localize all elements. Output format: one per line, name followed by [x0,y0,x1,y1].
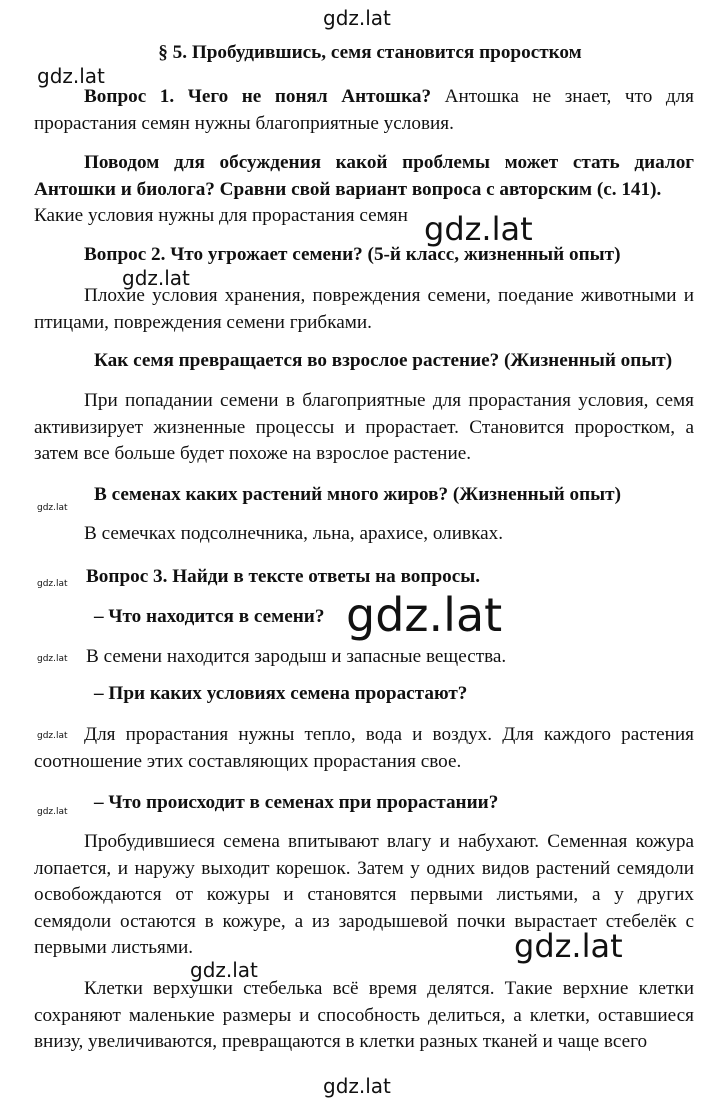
discussion-answer: Какие условия нужны для прорастания семян [34,205,408,226]
growth-question: Как семя превращается во взрослое растение? (Жизненный опыт) [94,350,673,371]
question-1-label: Вопрос 1. Чего не понял Антошка? [84,86,432,107]
cells-paragraph: Клетки верхушки стебелька всё время делятся. Такие верхние клетки сохраняют маленькие размеры и способность делиться, а клетки, оставшиеся внизу, увеличиваются, превращаются в клетки разных тканей и чаще всего [34,978,694,1052]
process-answer: Пробудившиеся семена впитывают влагу и набухают. Семенная кожура лопается, и наружу выходит корешок. Затем у одних видов растений семядоли освобождаются от кожуры и становятся первыми листьями, а у других семядоли остаются в кожуре, а из зародышевой почки вырастает стебелёк с первыми листьями. [34,831,694,958]
watermark: gdz.lat [37,807,68,817]
question-2-answer: Плохие условия хранения, повреждения семени, поедание животными и птицами, повреждения семени грибками. [34,285,694,333]
question-2: Вопрос 2. Что угрожает семени? (5-й класс, жизненный опыт) [84,244,621,265]
watermark: gdz.lat [37,654,68,664]
conditions-answer: Для прорастания нужны тепло, вода и воздух. Для каждого растения соотношение этих составляющих прорастания свое. [34,724,694,772]
page-title: § 5. Пробудившись, семя становится проростком [158,42,582,63]
watermark: gdz.lat [37,579,68,589]
watermark: gdz.lat [514,927,623,965]
watermark: gdz.lat [323,6,391,30]
watermark: gdz.lat [37,731,68,741]
inside-answer: В семени находится зародыш и запасные вещества. [86,646,507,667]
watermark: gdz.lat [346,588,503,642]
process-question: – Что происходит в семенах при прорастании? [94,792,499,813]
inside-question: – Что находится в семени? [94,606,325,627]
watermark: gdz.lat [323,1074,391,1098]
growth-answer: При попадании семени в благоприятные для прорастания условия, семя активизирует жизненные процессы и прорастает. Становится проростком, а затем все больше будет похоже на взрослое растение. [34,390,694,464]
watermark: gdz.lat [37,503,68,513]
watermark: gdz.lat [424,210,533,248]
conditions-question: – При каких условиях семена прорастают? [94,683,468,704]
watermark: gdz.lat [190,958,258,982]
fats-question: В семенах каких растений много жиров? (Жизненный опыт) [94,484,621,505]
question-1-answer: Антошка не знает, что для прорастания семян нужны благоприятные условия. [34,86,695,134]
watermark: gdz.lat [122,266,190,290]
question-1-block [34,84,694,137]
watermark: gdz.lat [37,64,105,88]
fats-answer: В семечках подсолнечника, льна, арахисе, оливках. [84,523,504,544]
discussion-question: Поводом для обсуждения какой проблемы может стать диалог Антошки и биолога? Сравни свой вариант вопроса с авторским (с. 141). [34,152,694,200]
question-3: Вопрос 3. Найди в тексте ответы на вопросы. [86,566,481,587]
